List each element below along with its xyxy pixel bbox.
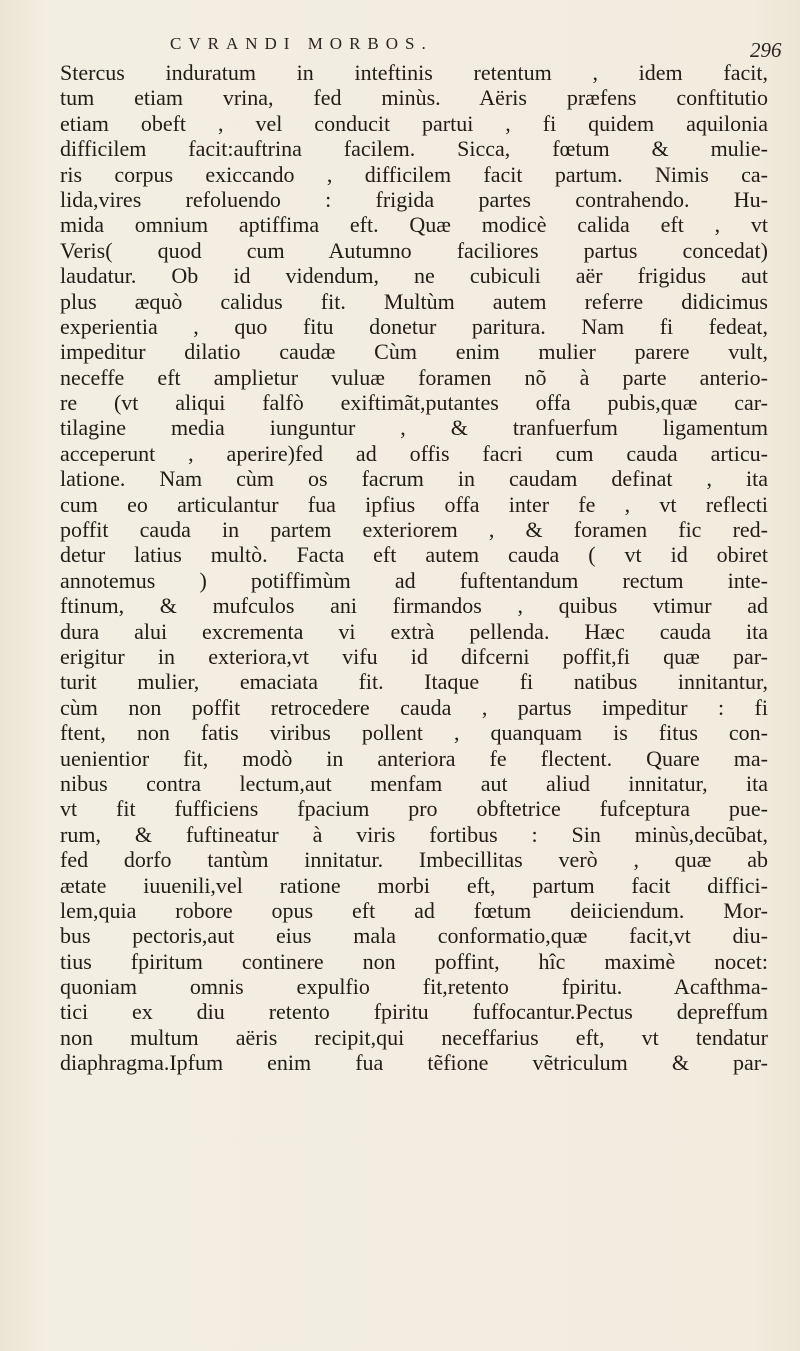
text-line: uenientior fit, modò in anteriora fe flectent. Quare ma- — [60, 745, 768, 771]
text-line: fed dorfo tantùm innitatur. Imbecillitas verò , quæ ab — [60, 847, 768, 873]
text-line: annotemus ) potiffimùm ad fuftentandum rectum inte- — [60, 567, 768, 593]
text-line: plus æquò calidus fit. Multùm autem referre didicimus — [60, 288, 768, 314]
text-line: ris corpus exiccando , difficilem facit partum. Nimis ca- — [60, 161, 768, 187]
text-line: quoniam omnis expulfio fit,retento fpiritu. Acafthma- — [60, 974, 768, 1000]
text-line: re (vt aliqui falfò exiftimãt,putantes offa pubis,quæ car- — [60, 390, 768, 416]
text-line: cum eo articulantur fua ipfius offa inter fe , vt reflecti — [60, 491, 768, 517]
text-line: erigitur in exteriora,vt vifu id difcerni poffit,fi quæ par- — [60, 643, 768, 669]
text-line: ftent, non fatis viribus pollent , quanquam is fitus con- — [60, 720, 768, 746]
text-line: vt fit fufficiens fpacium pro obftetrice fufceptura pue- — [60, 796, 768, 822]
text-line: tum etiam vrina, fed minùs. Aëris præfens conftitutio — [60, 85, 768, 111]
text-line: acceperunt , aperire)fed ad offis facri cum cauda articu- — [60, 440, 768, 466]
text-line: non multum aëris recipit,qui neceffarius eft, vt tendatur — [60, 1024, 768, 1050]
text-line: nibus contra lectum,aut menfam aut aliud innitatur, ita — [60, 770, 768, 796]
text-line: impeditur dilatio caudæ Cùm enim mulier parere vult, — [60, 339, 768, 365]
page-number: 296 — [750, 38, 782, 62]
text-line: dura alui excrementa vi extrà pellenda. Hæc cauda ita — [60, 618, 768, 644]
text-line: lida,vires refoluendo : frigida partes contrahendo. Hu- — [60, 186, 768, 212]
body-text — [60, 60, 768, 1076]
text-line: diaphragma.Ipfum enim fua tẽfione vẽtriculum & par- — [60, 1050, 768, 1076]
text-line: poffit cauda in partem exteriorem , & foramen fic red- — [60, 517, 768, 543]
text-line: mida omnium aptiffima eft. Quæ modicè calida eft , vt — [60, 212, 768, 238]
text-line: Stercus induratum in inteftinis retentum , idem facit, — [60, 60, 768, 85]
text-line: difficilem facit:auftrina facilem. Sicca, fœtum & mulie- — [60, 136, 768, 162]
running-head: CVRANDI MORBOS. — [170, 34, 433, 53]
text-line: tici ex diu retento fpiritu fuffocantur.Pectus depreffum — [60, 999, 768, 1025]
text-line: ætate iuuenili,vel ratione morbi eft, partum facit diffici- — [60, 872, 768, 898]
text-line: laudatur. Ob id videndum, ne cubiculi aër frigidus aut — [60, 263, 768, 289]
text-line: tius fpiritum continere non poffint, hîc maximè nocet: — [60, 948, 768, 974]
text-line: experientia , quo fitu donetur paritura. Nam fi fedeat, — [60, 313, 768, 339]
text-line: latione. Nam cùm os facrum in caudam definat , ita — [60, 466, 768, 492]
text-line: detur latius multò. Facta eft autem cauda ( vt id obiret — [60, 542, 768, 568]
text-line: tilagine media iunguntur , & tranfuerfum ligamentum — [60, 415, 768, 441]
text-line: cùm non poffit retrocedere cauda , partus impeditur : fi — [60, 694, 768, 720]
text-line: ftinum, & mufculos ani firmandos , quibus vtimur ad — [60, 593, 768, 619]
text-line: lem,quia robore opus eft ad fœtum deiiciendum. Mor- — [60, 897, 768, 923]
text-line: etiam obeft , vel conducit partui , fi quidem aquilonia — [60, 110, 768, 136]
text-line: Veris( quod cum Autumno faciliores partus concedat) — [60, 237, 768, 263]
text-line: bus pectoris,aut eius mala conformatio,quæ facit,vt diu- — [60, 923, 768, 949]
text-line: turit mulier, emaciata fit. Itaque fi natibus innitantur, — [60, 669, 768, 695]
text-line: rum, & fuftineatur à viris fortibus : Sin minùs,decũbat, — [60, 821, 768, 847]
text-line: neceffe eft amplietur vuluæ foramen nõ à parte anterio- — [60, 364, 768, 390]
